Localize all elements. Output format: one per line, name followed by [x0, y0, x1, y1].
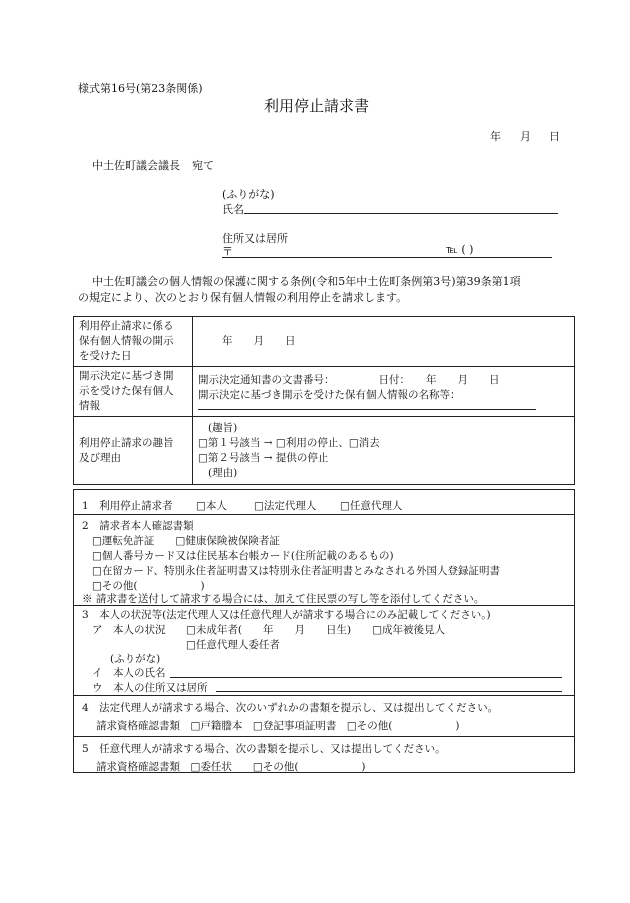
- id-doc-line-1[interactable]: □運転免許証 □健康保険被保険者証: [92, 535, 280, 547]
- subject-status-label: ア 本人の状況: [92, 624, 166, 636]
- voluntary-rep-docs[interactable]: 請求資格確認書類 □委任状 □その他( ): [96, 761, 366, 773]
- subject-address-field[interactable]: [216, 691, 562, 692]
- label-line: 保有個人情報の開示: [79, 335, 174, 347]
- date-placeholder: 年 月 日: [426, 374, 500, 386]
- intro-line-1: 中土佐町議会の個人情報の保護に関する条例(令和5年中土佐町条例第3号)第39条第1項: [92, 275, 521, 288]
- section-divider: [74, 605, 574, 606]
- info-name-field[interactable]: [198, 403, 536, 410]
- label-line: を受けた日: [79, 350, 132, 362]
- table-row: [74, 367, 575, 417]
- info-name-label: 開示決定に基づき開示を受けた保有個人情報の名称等：: [198, 389, 461, 401]
- label-line: 開示決定に基づき開: [79, 370, 174, 382]
- page-title: 利用停止請求書: [264, 97, 370, 115]
- subject-name-field[interactable]: [170, 677, 562, 678]
- applicant-address-field[interactable]: [222, 257, 552, 258]
- subject-status-option-2[interactable]: □任意代理人委任者: [186, 639, 280, 651]
- subject-address-label: ウ 本人の住所又は居所: [92, 682, 208, 694]
- label-line: 利用停止請求に係る: [79, 320, 174, 332]
- label-line: 示を受けた保有個人: [79, 385, 174, 397]
- id-doc-line-4[interactable]: □その他( ): [92, 580, 205, 592]
- purpose-heading: (趣旨): [208, 421, 238, 434]
- postal-mark: 〒: [222, 245, 233, 258]
- section4-label: 4 法定代理人が請求する場合、次のいずれかの書類を提示し、又は提出してください。: [82, 702, 499, 714]
- section-divider: [74, 695, 574, 696]
- form-number: 様式第16号(第23条関係): [78, 82, 203, 95]
- section-divider: [74, 514, 574, 515]
- requester-voluntary-rep-checkbox[interactable]: □任意代理人: [340, 500, 403, 512]
- section1-label: 1 利用停止請求者: [82, 500, 173, 512]
- subject-status-options[interactable]: □未成年者( 年 月 日生) □成年被後見人: [186, 624, 446, 636]
- section2-note: ※ 請求書を送付して請求する場合には、加えて住民票の写し等を添付してください。: [82, 593, 485, 605]
- document-number-label: 開示決定通知書の文書番号：: [198, 374, 335, 386]
- label-line: 及び理由: [79, 451, 121, 464]
- applicant-furigana-label: (ふりがな): [222, 188, 275, 201]
- legal-rep-docs[interactable]: 請求資格確認書類 □戸籍謄本 □登記事項証明書 □その他( ): [96, 720, 460, 732]
- tel-label: ℡ ( ): [446, 243, 474, 256]
- item1-checkbox-line[interactable]: □第１号該当 → □利用の停止、□消去: [198, 436, 380, 449]
- date-day-label: 日: [549, 130, 560, 143]
- requester-self-checkbox[interactable]: □本人: [196, 500, 227, 512]
- table-row: [74, 317, 575, 367]
- date-placeholder: 年 月 日: [222, 335, 296, 347]
- date-label: 日付：: [378, 374, 410, 386]
- document-number-line: [198, 373, 569, 388]
- label-line: 情報: [79, 400, 100, 412]
- date-year-label: 年: [490, 130, 501, 143]
- subject-name-label: イ 本人の氏名: [92, 667, 166, 679]
- id-doc-line-2[interactable]: □個人番号カード又は住民基本台帳カード(住所記載のあるもの): [92, 550, 394, 562]
- addressee-suffix: 宛て: [192, 159, 214, 172]
- purpose-reason-label: [74, 417, 193, 485]
- date-month-label: 月: [520, 130, 531, 143]
- applicant-name-field[interactable]: [244, 213, 558, 214]
- addressee: [92, 157, 214, 173]
- disclosure-date-value[interactable]: [193, 317, 575, 367]
- reason-heading: (理由): [208, 466, 238, 479]
- applicant-address-label: 住所又は居所: [222, 232, 288, 245]
- disclosure-date-label: [74, 317, 193, 367]
- item2-checkbox-line[interactable]: □第２号該当 → 提供の停止: [198, 451, 329, 464]
- section5-label: 5 任意代理人が請求する場合、次の書類を提示し、又は提出してください。: [82, 743, 446, 755]
- label-line: 利用停止請求の趣旨: [79, 436, 174, 449]
- intro-line-2: の規定により、次のとおり保有個人情報の利用停止を請求します。: [78, 291, 408, 304]
- section2-label: 2 請求者本人確認書類: [82, 520, 194, 532]
- requester-info-box: [73, 489, 575, 773]
- subject-furigana-label: (ふりがな): [110, 653, 161, 665]
- disclosed-info-label: [74, 367, 193, 417]
- section3-label: 3 本人の状況等(法定代理人又は任意代理人が請求する場合にのみ記載してください。): [82, 609, 491, 621]
- applicant-name-label: 氏名: [222, 203, 244, 216]
- disclosed-info-value[interactable]: [193, 367, 575, 417]
- addressee-name: 中土佐町議会議長: [92, 159, 180, 172]
- request-details-table: [73, 316, 575, 485]
- purpose-reason-value[interactable]: [193, 417, 575, 485]
- requester-legal-rep-checkbox[interactable]: □法定代理人: [254, 500, 317, 512]
- id-doc-line-3[interactable]: □在留カード、特別永住者証明書又は特別永住者証明書とみなされる外国人登録証明書: [92, 565, 500, 577]
- table-row: [74, 417, 575, 485]
- section-divider: [74, 736, 574, 737]
